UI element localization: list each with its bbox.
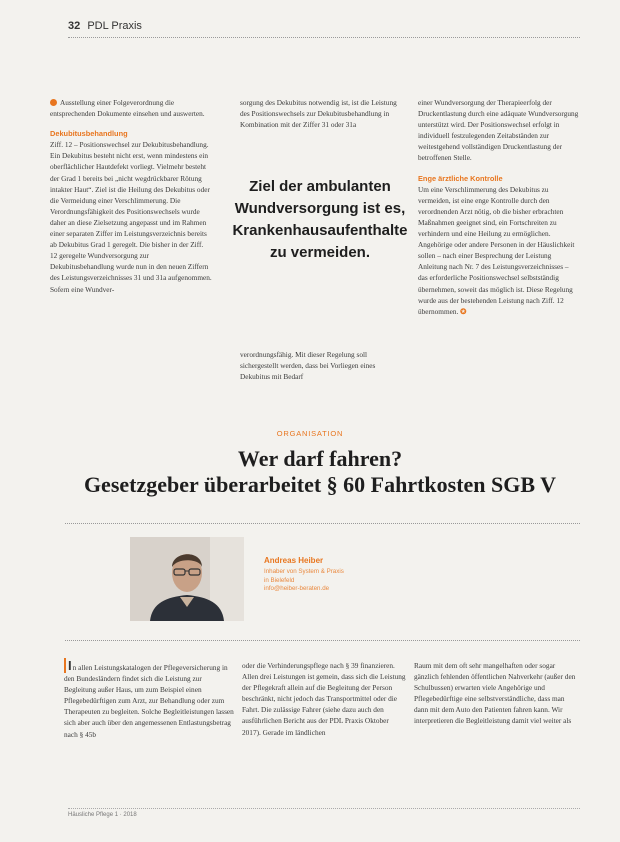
col2-top-text: sorgung des Dekubitus notwendig ist, ist die Leistung des Positionswechsels zur Dekubitusbehandlung in Kombination mit der Ziffer 31 oder 31a <box>240 98 397 130</box>
col3-intro: einer Wundversorgung der Therapieerfolg der Druckentlastung durch eine adäquate Wundversorgung unterstützt wird. Der Positionswechsel erfolgt in individuell festzulegenden Zeitabständen zur weitestgehend vollständigen Druckentlastung der betroffenen Stelle. <box>418 98 579 163</box>
headline-line-1: Wer darf fahren? <box>237 446 403 471</box>
author-role: Inhaber von System & Praxis <box>264 568 344 575</box>
page-header <box>68 20 142 32</box>
article-c1: In allen Leistungskatalogen der Pflegeversicherung in den Bundesländern findet sich die Leistung zur Begleitung außer Haus, um zum Beispiel einen Pflegebedürftigen zum Arzt, zur Behandlung oder zum Therapeuten zu begleiten. Solche Begleitleistungen lassen sich aber auch über den angemessenen Entlastungsbetrag nach § 45b <box>64 658 234 739</box>
continuation-bullet-icon <box>50 99 57 106</box>
subheading-dekubitus: Dekubitusbehandlung <box>50 129 128 139</box>
subheading-kontrolle: Enge ärztliche Kontrolle <box>418 173 503 183</box>
article-c2: oder die Verhinderungspflege nach § 39 finanzieren. Allen drei Leistungen ist gemein, dass sich die Leistung der Pflegekraft allein auf die Begleitung der Person beschränkt, nicht jedoch das Transportmittel oder die Fahrt. Die zulässige Fahrer (siehe dazu auch den ausführlichen Bericht aus der PDL Praxis Oktober 2017). Gerade im ländlichen <box>242 661 406 737</box>
column-2-bottom <box>240 349 404 382</box>
author-box <box>264 556 344 594</box>
author-city: in Bielefeld <box>264 576 295 584</box>
author-photo <box>130 537 244 621</box>
drop-cap: I <box>64 658 72 673</box>
article-column-1 <box>64 660 234 740</box>
header-divider <box>68 37 580 38</box>
col1-body: Ziff. 12 – Positionswechsel zur Dekubitusbehandlung. Ein Dekubitus besteht nicht erst, wenn mindestens ein oberflächlicher Hautdefekt vorliegt. Vielmehr besteht der Grad 1 bereits bei „nicht wegdrückbarer Rötung intakter Haut“. Ziel ist die Heilung des Dekubitus oder die Vermeidung einer Verschlimmerung. Die Verordnungsfähigkeit des Positionswechsels wurde daher an diese Zielsetzung angepasst und im Rahmen einer separaten Ziffer im Leistungsverzeichnis bereits ab Dekubitus Grad 1 geregelt. Die bisher in der Ziff. 12 geregelte Wundversorgung zur Dekubitusbehandlung wurde nun in den neuen Ziffern des Leistungsverzeichnisses 31 und 31a aufgenommen. Sofern eine Wundver- <box>50 140 212 294</box>
divider-bottom <box>65 640 580 641</box>
article-c3: Raum mit dem oft sehr mangelhaften oder sogar gänzlich fehlenden öffentlichen Nahverkehr (außer den Schulbussen) erwarten viele Angehörige und Pflegebedürftige eine selbstverständliche, dass man dann mit dem Auto den Patienten fahren kann. Wir interpretieren die Begleitleistung damit viel weiter als <box>414 661 576 726</box>
author-portrait-icon <box>130 537 244 621</box>
divider-top <box>65 523 580 524</box>
section-name: PDL Praxis <box>87 20 142 32</box>
article-end-icon: ✪ <box>460 306 467 316</box>
article-column-3 <box>414 660 580 727</box>
page-number: 32 <box>68 20 81 32</box>
col2-bottom-text: verordnungsfähig. Mit dieser Regelung soll sichergestellt werden, dass bei Vorliegen eines Dekubitus mit Bedarf <box>240 350 376 382</box>
article-column-2 <box>242 660 406 738</box>
column-2-top <box>240 97 404 130</box>
col3-body: Um eine Verschlimmerung des Dekubitus zu vermeiden, ist eine enge Kontrolle durch den verordnenden Arzt nötig, ob die bisher erbrachten Maßnahmen geeignet sind, ein Fortschreiten zu verhindern und eine Heilung zu ermöglichen. Angehörige oder andere Personen in der Häuslichkeit sollen – nach einer Besprechung der Leistung Anleitung nach Nr. 7 des Leistungsverzeichnisses – das erforderliche Positionswechsel selbstständig übernehmen, soweit das möglich ist. Diese Regelung wurde aus der bestehenden Leistung nach Ziff. 12 übernommen. ✪ <box>418 184 575 316</box>
author-email: info@heiber-beraten.de <box>264 585 330 592</box>
footer-divider <box>68 808 580 809</box>
pull-quote: Ziel der ambulanten Wundversorgung ist es, Krankenhausaufenthalte zu vermeiden. <box>232 178 408 261</box>
col1-intro: Ausstellung einer Folgeverordnung die entsprechenden Dokumente einsehen und auswerten. <box>50 98 205 119</box>
footer-text: Häusliche Pflege 1 · 2018 <box>68 812 137 818</box>
column-3 <box>418 97 580 317</box>
headline-line-2: Gesetzgeber überarbeitet § 60 Fahrtkosten SGB V <box>83 472 557 497</box>
column-1 <box>50 97 212 295</box>
section-label: ORGANISATION <box>276 429 344 438</box>
author-name: Andreas Heiber <box>264 556 324 565</box>
